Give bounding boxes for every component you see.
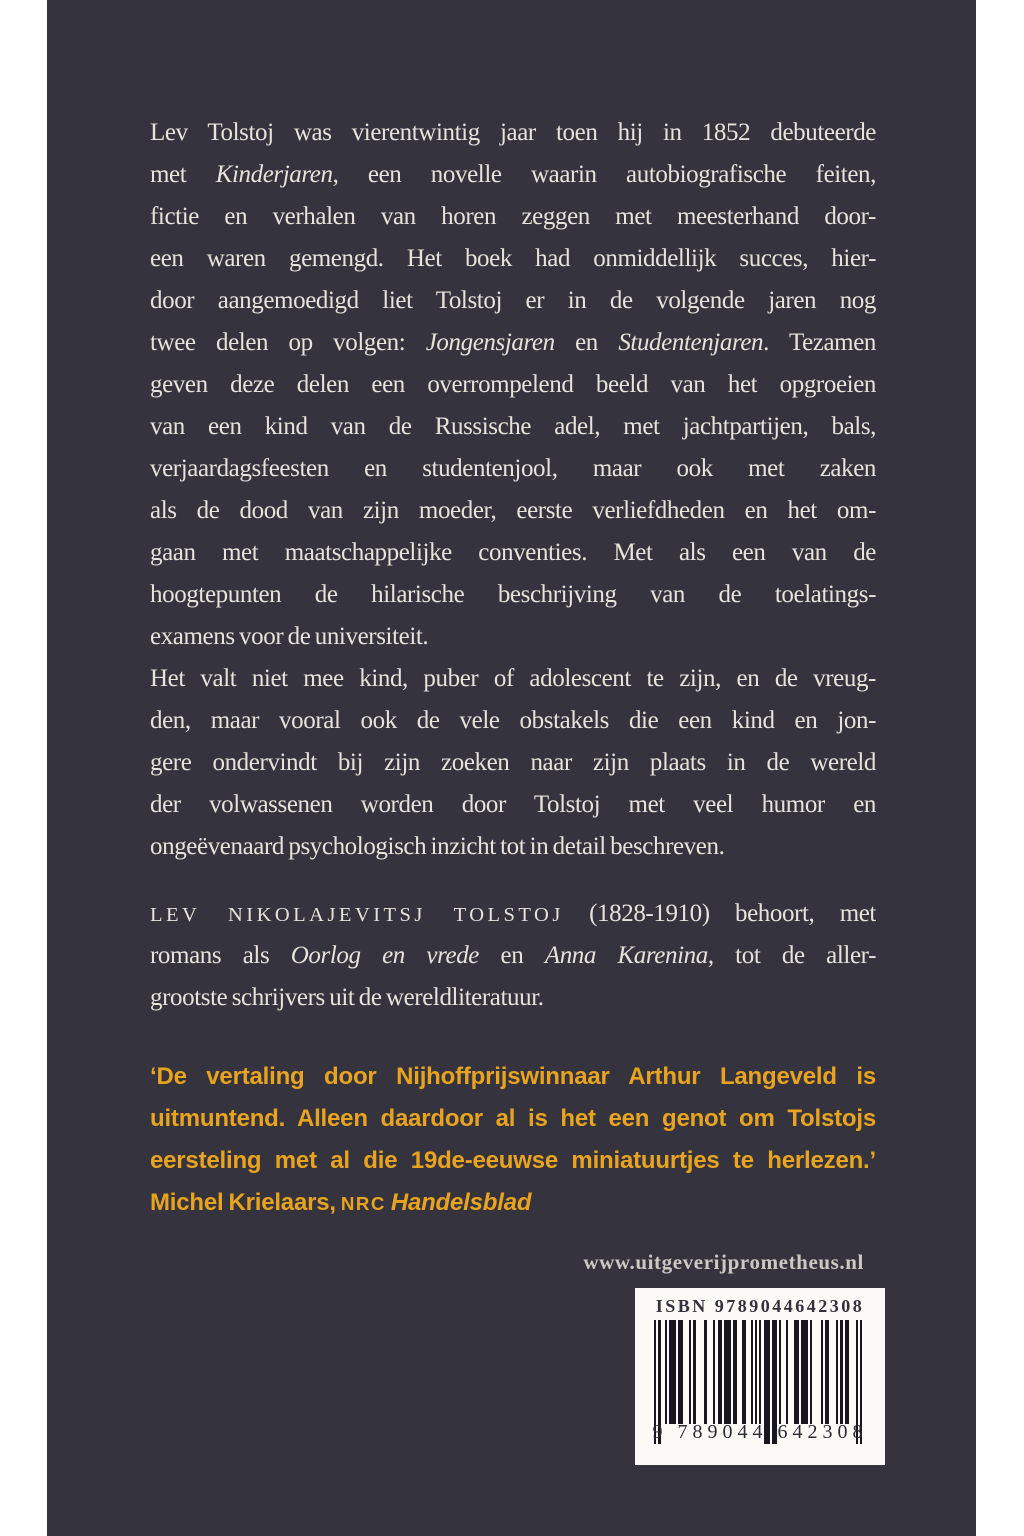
text-line bbox=[150, 280, 876, 322]
text-run: een waren gemengd. Het boek had onmiddellijk succes, hier- bbox=[150, 245, 876, 272]
text-line bbox=[150, 532, 876, 574]
text-line bbox=[150, 893, 876, 935]
text-line bbox=[150, 1098, 876, 1140]
text-line bbox=[150, 112, 876, 154]
isbn-text: ISBN 9789044642308 bbox=[655, 1296, 865, 1316]
text-run: eersteling met al die 19de-eeuwse miniatuurtjes te herlezen.’ bbox=[150, 1147, 876, 1174]
barcode-gap bbox=[849, 1320, 856, 1424]
text-line bbox=[150, 1182, 876, 1224]
text-line bbox=[150, 1140, 876, 1182]
text-line bbox=[150, 826, 876, 868]
text-run: Kinderjaren bbox=[215, 161, 333, 188]
barcode-gap bbox=[829, 1320, 836, 1424]
text-run: met bbox=[150, 161, 216, 188]
text-run: grootste schrijvers uit de wereldliteratuur. bbox=[150, 984, 544, 1011]
text-run: van een kind van de Russische adel, met jachtpartijen, bals, bbox=[150, 413, 876, 440]
text-line bbox=[150, 322, 876, 364]
book-back-cover bbox=[47, 0, 976, 1536]
text-line bbox=[150, 574, 876, 616]
barcode-gap bbox=[707, 1320, 714, 1424]
text-line bbox=[150, 700, 876, 742]
text-run: verjaardagsfeesten en studentenjool, maar ook met zaken bbox=[150, 455, 876, 482]
barcode-gap bbox=[696, 1320, 705, 1424]
text-run: examens voor de universiteit. bbox=[150, 623, 429, 650]
text-run: Michel Krielaars, bbox=[150, 1189, 341, 1216]
text-line bbox=[150, 1056, 876, 1098]
barcode-gap bbox=[812, 1320, 821, 1424]
text-run: Oorlog en vrede bbox=[290, 942, 480, 969]
publisher-url: www.uitgeverijprometheus.nl bbox=[583, 1250, 864, 1274]
text-line bbox=[150, 784, 876, 826]
text-run: der volwassenen worden door Tolstoj met veel humor en bbox=[150, 791, 876, 818]
text-run: en bbox=[479, 942, 545, 969]
barcode-bars bbox=[654, 1320, 866, 1424]
text-run: fictie en verhalen van horen zeggen met meesterhand door- bbox=[150, 203, 876, 230]
text-line bbox=[150, 364, 876, 406]
text-line bbox=[150, 154, 876, 196]
text-run: , tot de aller- bbox=[707, 942, 876, 969]
text-run: den, maar vooral ook de vele obstakels die een kind en jon- bbox=[150, 707, 876, 734]
text-line bbox=[150, 490, 876, 532]
review-quote bbox=[150, 1056, 876, 1224]
text-run: ‘De vertaling door Nijhoffprijswinnaar Arthur Langeveld is bbox=[150, 1063, 876, 1090]
text-run: gere ondervindt bij zijn zoeken naar zijn plaats in de wereld bbox=[150, 749, 876, 776]
barcode-gap bbox=[683, 1320, 690, 1424]
text-run: hoogtepunten de hilarische beschrijving van de toelatings- bbox=[150, 581, 876, 608]
barcode-bar bbox=[801, 1320, 808, 1424]
blurb-paragraphs bbox=[150, 112, 876, 868]
text-run: romans als bbox=[150, 942, 291, 969]
text-run: uitmuntend. Alleen daardoor al is het een genot om Tolstojs bbox=[150, 1105, 876, 1132]
text-run: door aangemoedigd liet Tolstoj er in de volgende jaren nog bbox=[150, 287, 876, 314]
text-run: . Tezamen bbox=[763, 329, 876, 356]
barcode-gap bbox=[788, 1320, 795, 1424]
text-run: geven deze delen een overrompelend beeld van het opgroeien bbox=[150, 371, 876, 398]
text-run: Jongensjaren bbox=[425, 329, 555, 356]
text-run: twee delen op volgen: bbox=[150, 329, 426, 356]
text-line bbox=[150, 977, 876, 1019]
text-run: als de dood van zijn moeder, eerste verliefdheden en het om- bbox=[150, 497, 876, 524]
text-line bbox=[150, 935, 876, 977]
author-bio-paragraph bbox=[150, 893, 876, 1019]
text-run: en bbox=[554, 329, 619, 356]
text-line bbox=[150, 448, 876, 490]
barcode-panel bbox=[635, 1288, 885, 1465]
text-run: LEV NIKOLAJEVITSJ TOLSTOJ bbox=[150, 904, 564, 926]
text-run: Handelsblad bbox=[390, 1189, 532, 1216]
text-run: , een novelle waarin autobiografische feiten, bbox=[332, 161, 876, 188]
text-line bbox=[150, 196, 876, 238]
text-line bbox=[150, 742, 876, 784]
text-run: (1828-1910) behoort, met bbox=[563, 900, 876, 927]
barcode-bar bbox=[669, 1320, 676, 1424]
barcode-bar bbox=[724, 1320, 731, 1424]
text-run: Lev Tolstoj was vierentwintig jaar toen hij in 1852 debuteerde bbox=[150, 119, 876, 146]
text-run: Anna Karenina bbox=[544, 942, 708, 969]
barcode bbox=[654, 1320, 866, 1424]
text-run: gaan met maatschappelijke conventies. Met als een van de bbox=[150, 539, 876, 566]
text-run: NRC bbox=[340, 1193, 386, 1214]
text-line bbox=[150, 238, 876, 280]
text-line bbox=[150, 616, 876, 658]
text-line bbox=[150, 658, 876, 700]
text-run: Het valt niet mee kind, puber of adolescent te zijn, en de vreug- bbox=[150, 665, 876, 692]
text-run: ongeëvenaard psychologisch inzicht tot in detail beschreven. bbox=[150, 833, 725, 860]
text-run: Studentenjaren bbox=[618, 329, 764, 356]
text-line bbox=[150, 406, 876, 448]
barcode-digits: 9 789044 642308 bbox=[652, 1421, 868, 1443]
